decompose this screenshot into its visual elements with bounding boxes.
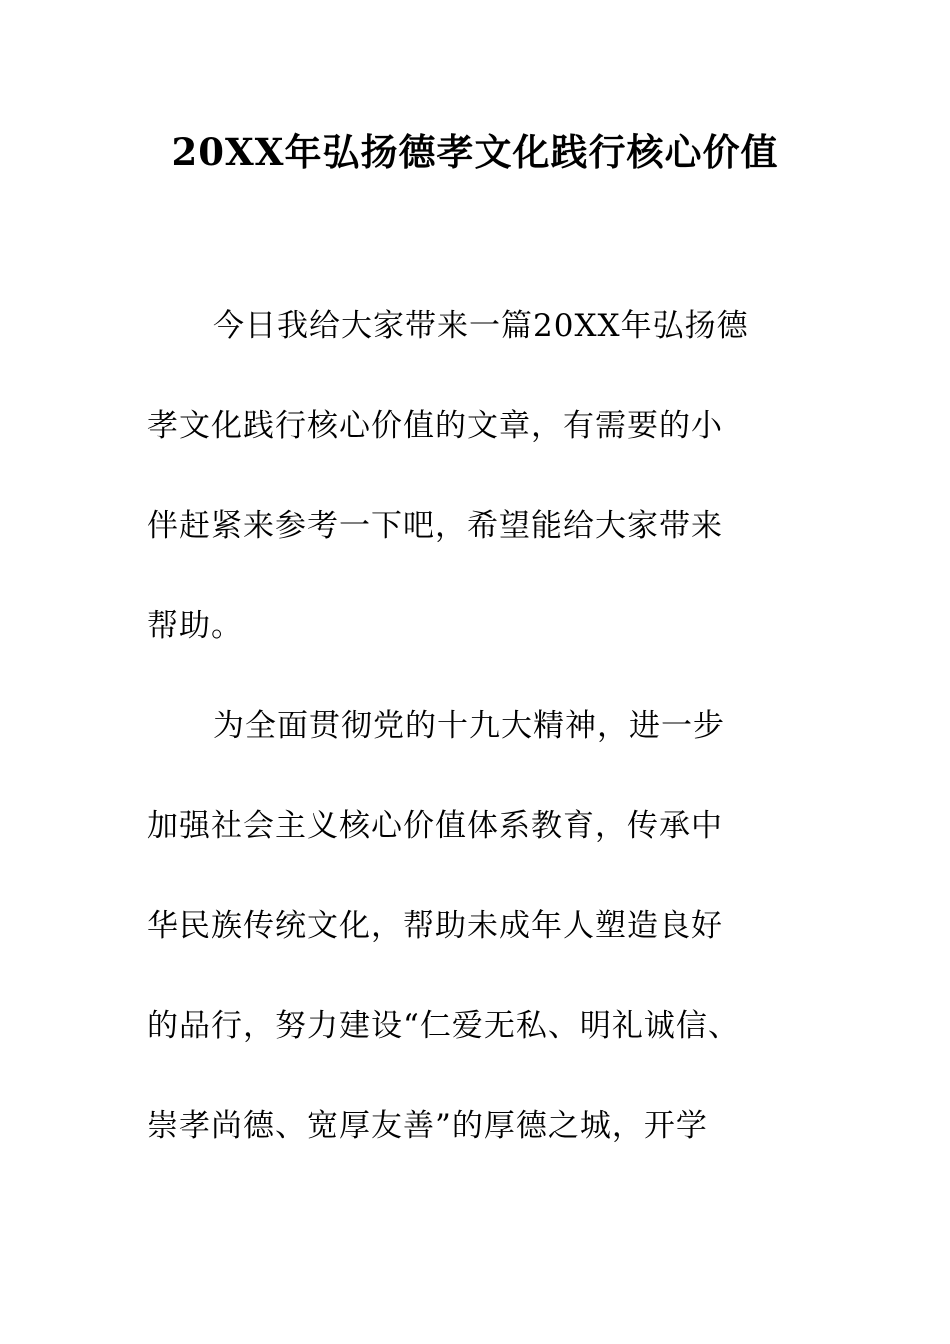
- paragraph-line: 伴赶紧来参考一下吧，希望能给大家带来: [147, 508, 723, 544]
- paragraph-line: 孝文化践行核心价值的文章，有需要的小: [147, 408, 723, 444]
- paragraph-line: 加强社会主义核心价值体系教育，传承中: [147, 808, 723, 844]
- paragraph-line: 为全面贯彻党的十九大精神，进一步: [213, 708, 725, 744]
- document-body: [147, 296, 807, 1196]
- document-title: 20XX年弘扬德孝文化践行核心价值: [171, 130, 779, 174]
- paragraph-line: 今日我给大家带来一篇20XX年弘扬德: [213, 308, 749, 344]
- paragraph-line: 的品行，努力建设“仁爱无私、明礼诚信、: [147, 1008, 740, 1044]
- paragraph-line: 华民族传统文化，帮助未成年人塑造良好: [147, 908, 723, 944]
- paragraph-1: [147, 296, 807, 696]
- paragraph-line: 崇孝尚德、宽厚友善”的厚德之城，开学: [147, 1108, 708, 1144]
- paragraph-2: [147, 696, 807, 1196]
- paragraph-line: 帮助。: [147, 608, 243, 644]
